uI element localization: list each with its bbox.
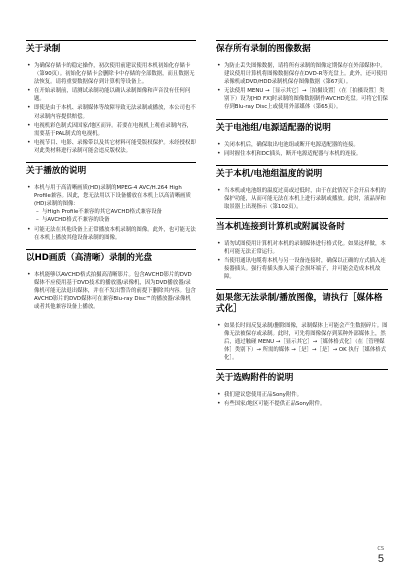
page-number: 5: [377, 553, 384, 565]
language-code: CS: [377, 546, 384, 552]
section-recording: [26, 40, 196, 155]
list-item: • 关闭本机后，确保取出电池组或断开电源适配器的连接。: [216, 141, 388, 149]
section-media-format: [216, 289, 388, 362]
section-title: 关于电池组/电源适配器的说明: [216, 119, 388, 137]
list-item: • 电视机彩色制式因国家/地区而异。若要在电视机上观看录制内容，需要基于PAL制式的电视机。: [26, 122, 196, 138]
list-item: • 在开始录制前，请测试录制功能以确认录制图像和声音没有任何问题。: [26, 87, 196, 103]
section-battery-adaptor: [216, 119, 388, 158]
list-item: • 请勿试图使用计算机对本机的录制媒体进行格式化。如果这样做，本机可能无法正常运行。: [216, 240, 388, 256]
section-title: 关于播放的说明: [26, 162, 196, 180]
list-item: [26, 184, 196, 224]
list-item: • 为防止丢失图像数据，请将所有录制的图像定期保存在外部媒体中。建议使用计算机将图像数据保存在DVD-R等光盘上。此外，还可使用录像机或DVD/HDD录制机保存图像数据（第67页）。: [216, 62, 388, 86]
section-hd-discs: [26, 249, 196, 311]
section-title: 关于选购附件的说明: [216, 369, 388, 387]
list-item: • 无法使用 MENU →［显示其它］→［拍摄设置］（在［拍摄设置］类别下）设为[HD FX]时录制的图像数据制作AVCHD光盘。可将它们保存到Blu-ray Disc上或使用外部媒体（第65页）。: [216, 87, 388, 111]
section-save-data: [216, 40, 388, 112]
list-item: • 电视节目、电影、录像带以及其它材料可能受版权保护。未经授权即对此类材料进行录制可能会违反版权法。: [26, 139, 196, 155]
list-item: • 即使是由于本机、录制媒体等故障导致无法录制或播放，本公司也不对录制内容提供赔偿。: [26, 104, 196, 120]
list-item: • 为确保存储卡的稳定操作，初次使用前建议使用本机初始化存储卡（第90页）。初始化存储卡会删除卡中存储的全部数据，而且数据无法恢复。请将重要数据保存到计算机等设备上。: [26, 62, 196, 86]
section-title: 如果您无法录制/播放图像，请执行［媒体格式化］: [216, 289, 388, 318]
right-column: [216, 40, 388, 415]
list-item-text: 本机与用于高清晰画质(HD)录制的MPEG-4 AVC/H.264 High Profile兼容。因此，您无法用以下设备播放在本机上以高清晰画质(HD)录制的图像：: [34, 185, 191, 208]
list-item: • 有些国家/地区可能不提供正品Sony附件。: [216, 400, 388, 408]
list-item: • 当本机或电池组的温度过高或过低时，由于在此情况下会开启本机的保护功能，从而可能无法在本机上进行录制或播放。此时，液晶屏和取景器上出现指示（第102页）。: [216, 187, 388, 211]
section-computer-connection: [216, 218, 388, 281]
list-item: • 我们建议您使用正品Sony附件。: [216, 391, 388, 399]
section-title: 以HD画质（高清晰）录制的光盘: [26, 249, 196, 267]
sub-list-item: – 与AVCHD格式不兼容的设备: [36, 216, 196, 224]
left-column: [26, 40, 196, 318]
section-accessories: [216, 369, 388, 408]
list-item: • 本机能够以AVCHD格式拍摄高清晰影片。包含AVCHD影片的DVD媒体不应使用基于DVD技术的播放器/录像机，因为DVD播放器/录像机可能无法退出媒体，并在不发出警告的前提下删除其内容。包含AVCHD影片的DVD媒体可在兼容Blu-ray Disc™的播放器/录像机或者其他兼容设备上播放。: [26, 271, 196, 311]
section-title: 关于录制: [26, 40, 196, 58]
section-temperature: [216, 165, 388, 211]
section-title: 关于本机/电池组温度的说明: [216, 165, 388, 183]
sub-list-item: – 与High Profile不兼容的其它AVCHD格式兼容设备: [36, 208, 196, 216]
list-item: • 如果长时间反复录制/删除图像，录制媒体上可能会产生数据碎片。图像无法被保存或录制。此时，可先将图像保存到某种外部媒体上，然后，通过触碰 MENU →［显示其它］→［媒体格式化］（在［管理媒体］类别下）→ 所需的媒体 →［是］→［是］→ OK 执行［媒体格式化］。: [216, 322, 388, 362]
section-title: 当本机连接到计算机或附属设备时: [216, 218, 388, 236]
section-title: 保存所有录制的图像数据: [216, 40, 388, 58]
list-item: • 当使用通讯电缆将本机与另一设备连接时，确保以正确的方式插入连接器插头。强行将插头推入端子会损坏端子，并可能会造成本机故障。: [216, 257, 388, 281]
section-playback: [26, 162, 196, 242]
list-item: • 可能无法在其他设备上正常播放本机录制的图像。此外，也可能无法在本机上播放其他设备录制的图像。: [26, 226, 196, 242]
list-item: • 同时握住本机和DC插头，断开电源适配器与本机的连接。: [216, 150, 388, 158]
